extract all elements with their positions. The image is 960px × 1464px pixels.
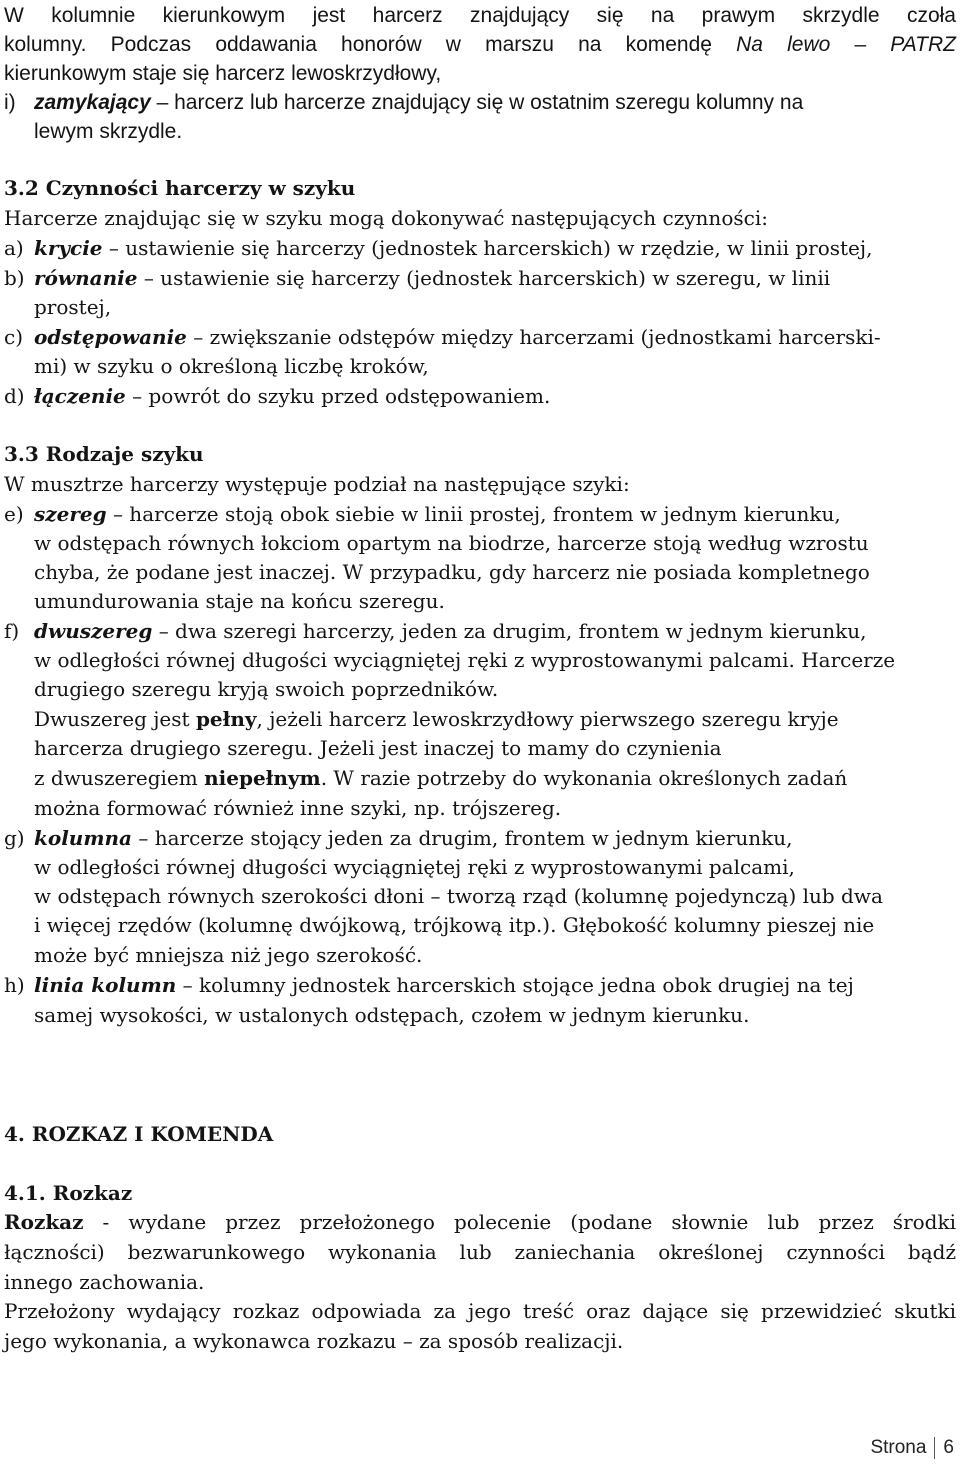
list-item-c-cont: mi) w szyku o określoną liczbę kroków, [34, 354, 429, 378]
intro-line-2: kolumny. Podczas oddawania honorów w marszu na komendę Na lewo – PATRZ [4, 33, 957, 56]
list-item-h: h) linia kolumn – kolumny jednostek harcerskich stojące jedna obok drugiej na tej [4, 973, 854, 997]
list-item-f: f) dwuszereg – dwa szeregi harcerzy, jeden za drugim, frontem w jednym kierunku, [4, 619, 867, 643]
section-heading-3-3: 3.3 Rodzaje szyku [4, 442, 204, 466]
list-item-f-cont-1: w odległości równej długości wyciągniętej ręki z wyprostowanymi palcami. Harcerze [34, 648, 896, 672]
section-heading-4-1: 4.1. Rozkaz [4, 1181, 133, 1205]
list-item-g: g) kolumna – harcerze stojący jeden za drugim, frontem w jednym kierunku, [4, 826, 793, 850]
list-item-d: d) łączenie – powrót do szyku przed odstępowaniem. [4, 384, 551, 408]
term-zamykajacy: zamykający [34, 91, 151, 114]
list-item-h-cont: samej wysokości, w ustalonych odstępach, czołem w jednym kierunku. [34, 1003, 750, 1027]
list-item-e-cont-1: w odstępach równych łokciom opartym na biodrze, harcerze stoją według wzrostu [34, 531, 869, 555]
list-item-b-cont: prostej, [34, 295, 112, 319]
rozkaz-para-2-line-2: jego wykonania, a wykonawca rozkazu – za sposób realizacji. [4, 1329, 624, 1353]
list-item-g-cont-1: w odległości równej długości wyciągniętej ręki z wyprostowanymi palcami, [34, 855, 795, 879]
list-item-f-cont-2: drugiego szeregu kryją swoich poprzedników. [34, 677, 499, 701]
intro-line-3: kierunkowym staje się harcerz lewoskrzydłowy, [4, 62, 442, 85]
rozkaz-para-1-line-3: innego zachowania. [4, 1270, 205, 1294]
list-item-f-cont-5: z dwuszeregiem niepełnym. W razie potrzeby do wykonania określonych zadań [34, 766, 848, 790]
chapter-heading-4: 4. ROZKAZ I KOMENDA [4, 1122, 274, 1146]
rozkaz-para-1-line-1: Rozkaz - wydane przez przełożonego polecenie (podane słownie lub przez środki [4, 1210, 956, 1234]
list-item-e-cont-2: chyba, że podane jest inaczej. W przypadku, gdy harcerz nie posiada kompletnego [34, 560, 870, 584]
list-item-a: a) krycie – ustawienie się harcerzy (jednostek harcerskich) w rzędzie, w linii prostej, [4, 236, 873, 260]
command-na-lewo: Na lewo – PATRZ [736, 33, 957, 56]
list-item-f-cont-6: można formować również inne szyki, np. trójszereg. [34, 796, 562, 820]
list-item-b: b) równanie – ustawienie się harcerzy (jednostek harcerskich) w szeregu, w linii [4, 266, 831, 290]
list-item-f-cont-3: Dwuszereg jest pełny, jeżeli harcerz lewoskrzydłowy pierwszego szeregu kryje [34, 707, 839, 731]
page-footer [870, 1434, 954, 1462]
section-heading-3-2: 3.2 Czynności harcerzy w szyku [4, 176, 356, 200]
list-item-i: i) zamykający – harcerz lub harcerze znajdujący się w ostatnim szeregu kolumny na [4, 91, 804, 114]
footer-divider [934, 1437, 935, 1459]
list-item-e: e) szereg – harcerze stoją obok siebie w linii prostej, frontem w jednym kierunku, [4, 502, 841, 526]
rozkaz-para-1-line-2: łączności) bezwarunkowego wykonania lub zaniechania określonej czynności bądź [4, 1240, 956, 1264]
list-item-i-cont: lewym skrzydle. [34, 120, 183, 143]
list-item-f-cont-4: harcerza drugiego szeregu. Jeżeli jest inaczej to mamy do czynienia [34, 736, 722, 760]
list-item-e-cont-3: umundurowania staje na końcu szeregu. [34, 589, 445, 613]
page-label: Strona [870, 1437, 927, 1458]
section-3-2-intro: Harcerze znajdując się w szyku mogą dokonywać następujących czynności: [4, 206, 768, 230]
page-number: 6 [943, 1437, 954, 1458]
list-item-g-cont-3: i więcej rzędów (kolumnę dwójkową, trójkową itp.). Głębokość kolumny pieszej nie [34, 913, 875, 937]
intro-line-1: W kolumnie kierunkowym jest harcerz znajdujący się na prawym skrzydle czoła [4, 4, 956, 27]
rozkaz-para-2-line-1: Przełożony wydający rozkaz odpowiada za jego treść oraz dające się przewidzieć skutki [4, 1299, 956, 1323]
section-3-3-intro: W musztrze harcerzy występuje podział na następujące szyki: [4, 472, 630, 496]
list-item-g-cont-2: w odstępach równych szerokości dłoni – tworzą rząd (kolumnę pojedynczą) lub dwa [34, 884, 883, 908]
list-item-g-cont-4: może być mniejsza niż jego szerokość. [34, 943, 423, 967]
list-item-c: c) odstępowanie – zwiększanie odstępów między harcerzami (jednostkami harcerski- [4, 325, 881, 349]
